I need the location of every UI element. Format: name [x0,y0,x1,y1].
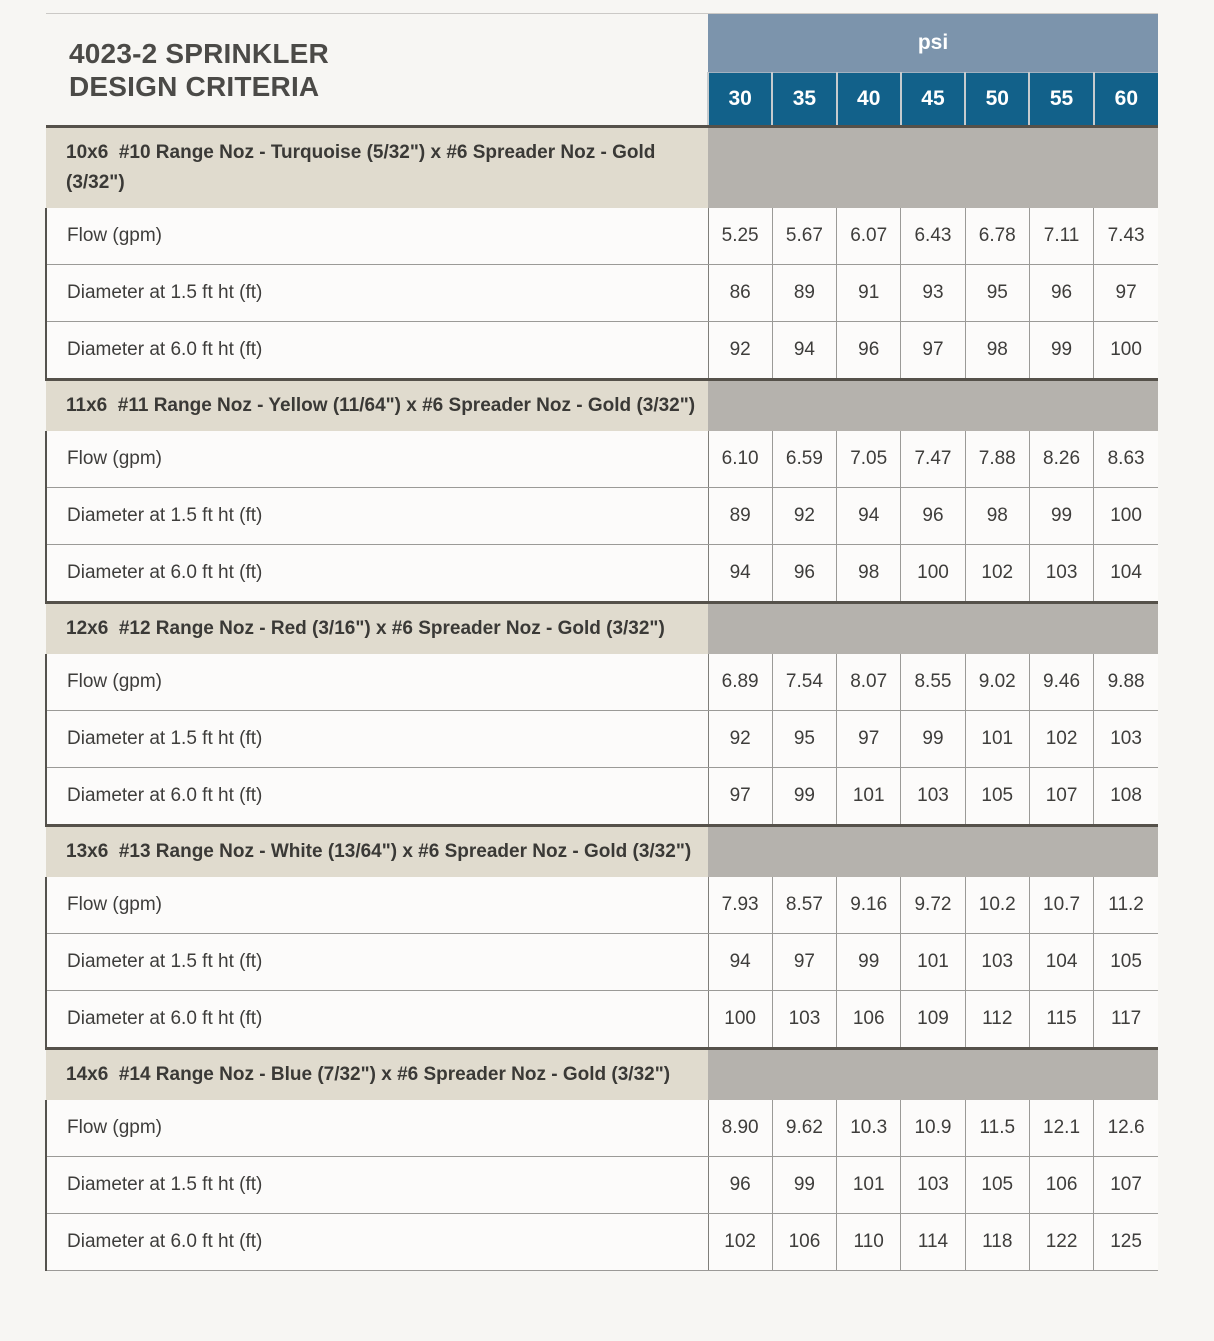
value-cell: 125 [1094,1214,1158,1271]
value-cell: 102 [965,545,1029,603]
value-cell: 91 [837,265,901,322]
value-cell: 99 [901,711,965,768]
row-label: Diameter at 6.0 ft ht (ft) [46,545,708,603]
value-cell: 109 [901,991,965,1049]
value-cell: 6.89 [708,654,772,711]
value-cell: 101 [901,934,965,991]
value-cell: 5.25 [708,208,772,265]
value-cell: 99 [837,934,901,991]
section-title: 14x6 #14 Range Noz - Blue (7/32") x #6 Spreader Noz - Gold (3/32") [46,1049,708,1101]
pressure-header-45: 45 [901,73,965,127]
page-title [69,37,707,103]
section-header-row [46,826,1158,878]
value-cell: 11.5 [965,1100,1029,1157]
table-row [46,711,1158,768]
table-row [46,877,1158,934]
value-cell: 94 [708,934,772,991]
value-cell: 106 [837,991,901,1049]
value-cell: 106 [1029,1157,1093,1214]
value-cell: 6.78 [965,208,1029,265]
value-cell: 107 [1029,768,1093,826]
section-title: 11x6 #11 Range Noz - Yellow (11/64") x #6 Spreader Noz - Gold (3/32") [46,380,708,432]
value-cell: 97 [1094,265,1158,322]
section-title: 10x6 #10 Range Noz - Turquoise (5/32") x #6 Spreader Noz - Gold (3/32") [46,127,708,209]
value-cell: 95 [965,265,1029,322]
value-cell: 11.2 [1094,877,1158,934]
section-title-fill [708,1049,1158,1101]
value-cell: 95 [772,711,836,768]
value-cell: 106 [772,1214,836,1271]
row-label: Flow (gpm) [46,1100,708,1157]
value-cell: 5.67 [772,208,836,265]
table-row [46,1214,1158,1271]
value-cell: 114 [901,1214,965,1271]
value-cell: 100 [708,991,772,1049]
pressure-header-55: 55 [1029,73,1093,127]
value-cell: 6.59 [772,431,836,488]
value-cell: 9.72 [901,877,965,934]
value-cell: 102 [708,1214,772,1271]
value-cell: 98 [965,322,1029,380]
value-cell: 105 [965,1157,1029,1214]
table-header [46,14,1158,127]
table-row [46,265,1158,322]
value-cell: 96 [901,488,965,545]
value-cell: 7.43 [1094,208,1158,265]
pressure-header-35: 35 [772,73,836,127]
value-cell: 6.43 [901,208,965,265]
section-header-row [46,127,1158,209]
value-cell: 122 [1029,1214,1093,1271]
value-cell: 6.10 [708,431,772,488]
row-label: Flow (gpm) [46,654,708,711]
value-cell: 10.9 [901,1100,965,1157]
value-cell: 92 [772,488,836,545]
value-cell: 105 [1094,934,1158,991]
value-cell: 100 [901,545,965,603]
section-title-fill [708,826,1158,878]
value-cell: 97 [837,711,901,768]
table-row [46,934,1158,991]
pressure-header-60: 60 [1094,73,1158,127]
table-row [46,431,1158,488]
value-cell: 7.11 [1029,208,1093,265]
value-cell: 8.63 [1094,431,1158,488]
value-cell: 107 [1094,1157,1158,1214]
page-title-line1: 4023-2 SPRINKLER [69,37,329,69]
value-cell: 100 [1094,488,1158,545]
section-title-fill [708,380,1158,432]
value-cell: 103 [772,991,836,1049]
value-cell: 97 [901,322,965,380]
value-cell: 93 [901,265,965,322]
page-title-line2: DESIGN CRITERIA [69,70,320,102]
table-row [46,322,1158,380]
row-label: Diameter at 6.0 ft ht (ft) [46,768,708,826]
value-cell: 8.55 [901,654,965,711]
value-cell: 7.54 [772,654,836,711]
value-cell: 118 [965,1214,1029,1271]
value-cell: 104 [1094,545,1158,603]
value-cell: 7.47 [901,431,965,488]
section-title: 12x6 #12 Range Noz - Red (3/16") x #6 Spreader Noz - Gold (3/32") [46,603,708,655]
value-cell: 117 [1094,991,1158,1049]
section-title: 13x6 #13 Range Noz - White (13/64") x #6 Spreader Noz - Gold (3/32") [46,826,708,878]
value-cell: 103 [901,1157,965,1214]
value-cell: 110 [837,1214,901,1271]
value-cell: 98 [837,545,901,603]
value-cell: 89 [708,488,772,545]
value-cell: 97 [772,934,836,991]
value-cell: 96 [1029,265,1093,322]
value-cell: 97 [708,768,772,826]
value-cell: 104 [1029,934,1093,991]
value-cell: 8.26 [1029,431,1093,488]
value-cell: 94 [837,488,901,545]
value-cell: 103 [965,934,1029,991]
psi-band-row [46,14,1158,73]
value-cell: 6.07 [837,208,901,265]
value-cell: 8.90 [708,1100,772,1157]
title-cell [46,14,708,127]
section-title-fill [708,603,1158,655]
value-cell: 7.88 [965,431,1029,488]
value-cell: 102 [1029,711,1093,768]
value-cell: 94 [772,322,836,380]
row-label: Diameter at 1.5 ft ht (ft) [46,711,708,768]
table-row [46,654,1158,711]
pressure-header-50: 50 [965,73,1029,127]
value-cell: 7.05 [837,431,901,488]
section-header-row [46,603,1158,655]
row-label: Diameter at 1.5 ft ht (ft) [46,265,708,322]
row-label: Diameter at 6.0 ft ht (ft) [46,991,708,1049]
row-label: Diameter at 1.5 ft ht (ft) [46,1157,708,1214]
value-cell: 99 [772,768,836,826]
value-cell: 92 [708,711,772,768]
value-cell: 96 [772,545,836,603]
value-cell: 9.88 [1094,654,1158,711]
value-cell: 108 [1094,768,1158,826]
row-label: Diameter at 1.5 ft ht (ft) [46,934,708,991]
value-cell: 99 [1029,488,1093,545]
pressure-header-40: 40 [837,73,901,127]
value-cell: 100 [1094,322,1158,380]
value-cell: 92 [708,322,772,380]
value-cell: 86 [708,265,772,322]
value-cell: 7.93 [708,877,772,934]
value-cell: 101 [837,768,901,826]
value-cell: 101 [837,1157,901,1214]
value-cell: 103 [901,768,965,826]
value-cell: 98 [965,488,1029,545]
pressure-header-30: 30 [708,73,772,127]
value-cell: 99 [772,1157,836,1214]
value-cell: 8.57 [772,877,836,934]
value-cell: 112 [965,991,1029,1049]
section-header-row [46,1049,1158,1101]
table-row [46,1157,1158,1214]
table-body [46,127,1158,1271]
table-row [46,991,1158,1049]
value-cell: 96 [708,1157,772,1214]
value-cell: 115 [1029,991,1093,1049]
value-cell: 9.16 [837,877,901,934]
value-cell: 103 [1029,545,1093,603]
table-row [46,768,1158,826]
row-label: Flow (gpm) [46,431,708,488]
table-row [46,1100,1158,1157]
value-cell: 10.2 [965,877,1029,934]
psi-band-header: psi [708,14,1158,73]
value-cell: 12.6 [1094,1100,1158,1157]
row-label: Flow (gpm) [46,208,708,265]
value-cell: 96 [837,322,901,380]
value-cell: 9.46 [1029,654,1093,711]
table-row [46,488,1158,545]
value-cell: 12.1 [1029,1100,1093,1157]
row-label: Diameter at 1.5 ft ht (ft) [46,488,708,545]
row-label: Flow (gpm) [46,877,708,934]
value-cell: 8.07 [837,654,901,711]
value-cell: 9.02 [965,654,1029,711]
value-cell: 103 [1094,711,1158,768]
value-cell: 94 [708,545,772,603]
table-row [46,208,1158,265]
value-cell: 99 [1029,322,1093,380]
section-header-row [46,380,1158,432]
sprinkler-design-criteria-table [45,13,1158,1271]
row-label: Diameter at 6.0 ft ht (ft) [46,1214,708,1271]
value-cell: 89 [772,265,836,322]
section-title-fill [708,127,1158,209]
value-cell: 105 [965,768,1029,826]
value-cell: 9.62 [772,1100,836,1157]
value-cell: 101 [965,711,1029,768]
table-row [46,545,1158,603]
value-cell: 10.7 [1029,877,1093,934]
row-label: Diameter at 6.0 ft ht (ft) [46,322,708,380]
value-cell: 10.3 [837,1100,901,1157]
